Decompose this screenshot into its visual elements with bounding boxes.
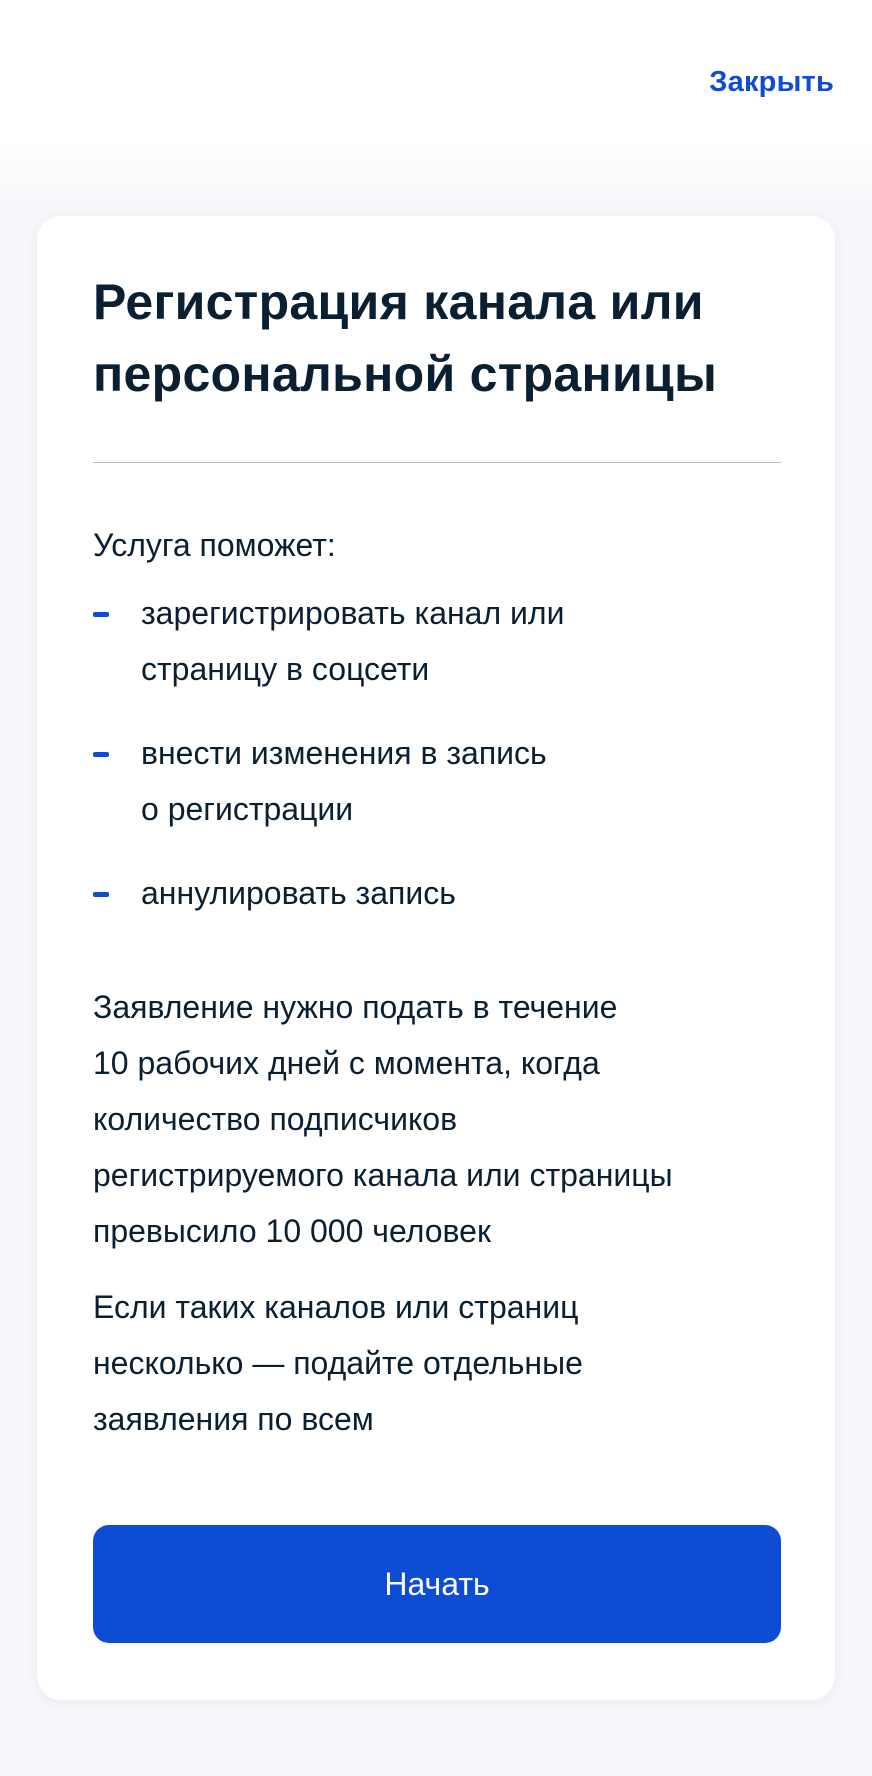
list-item-line-2: страницу в соцсети (141, 651, 430, 687)
close-link[interactable]: Закрыть (709, 66, 834, 98)
list-item-line-1: зарегистрировать канал или (141, 595, 565, 631)
title-line-2: персональной страницы (93, 346, 718, 402)
list-item (93, 865, 781, 921)
benefits-list (93, 585, 781, 921)
dash-bullet-icon (93, 752, 109, 757)
deadline-paragraph (93, 979, 781, 1259)
list-item-line-2: о регистрации (141, 791, 354, 827)
list-item (93, 725, 781, 837)
paragraph-line: количество подписчиков (93, 1101, 458, 1137)
dash-bullet-icon (93, 892, 109, 897)
paragraph-line: Заявление нужно подать в течение (93, 989, 618, 1025)
paragraph-line: 10 рабочих дней с момента, когда (93, 1045, 600, 1081)
paragraph-line: заявления по всем (93, 1401, 374, 1437)
list-item-line-1: аннулировать запись (141, 875, 456, 911)
title-line-1: Регистрация канала или (93, 274, 704, 330)
start-button[interactable]: Начать (93, 1525, 781, 1643)
list-item-line-1: внести изменения в запись (141, 735, 547, 771)
intro-text: Услуга поможет: (93, 527, 336, 563)
paragraph-line: Если таких каналов или страниц (93, 1289, 579, 1325)
card-content (93, 266, 781, 1447)
divider (93, 462, 781, 463)
list-item (93, 585, 781, 697)
page-title (93, 266, 781, 410)
paragraph-line: несколько — подайте отдельные (93, 1345, 583, 1381)
paragraph-line: превысило 10 000 человек (93, 1213, 491, 1249)
dash-bullet-icon (93, 612, 109, 617)
paragraph-line: регистрируемого канала или страницы (93, 1157, 673, 1193)
service-card (37, 216, 835, 1700)
multiple-channels-paragraph (93, 1279, 781, 1447)
